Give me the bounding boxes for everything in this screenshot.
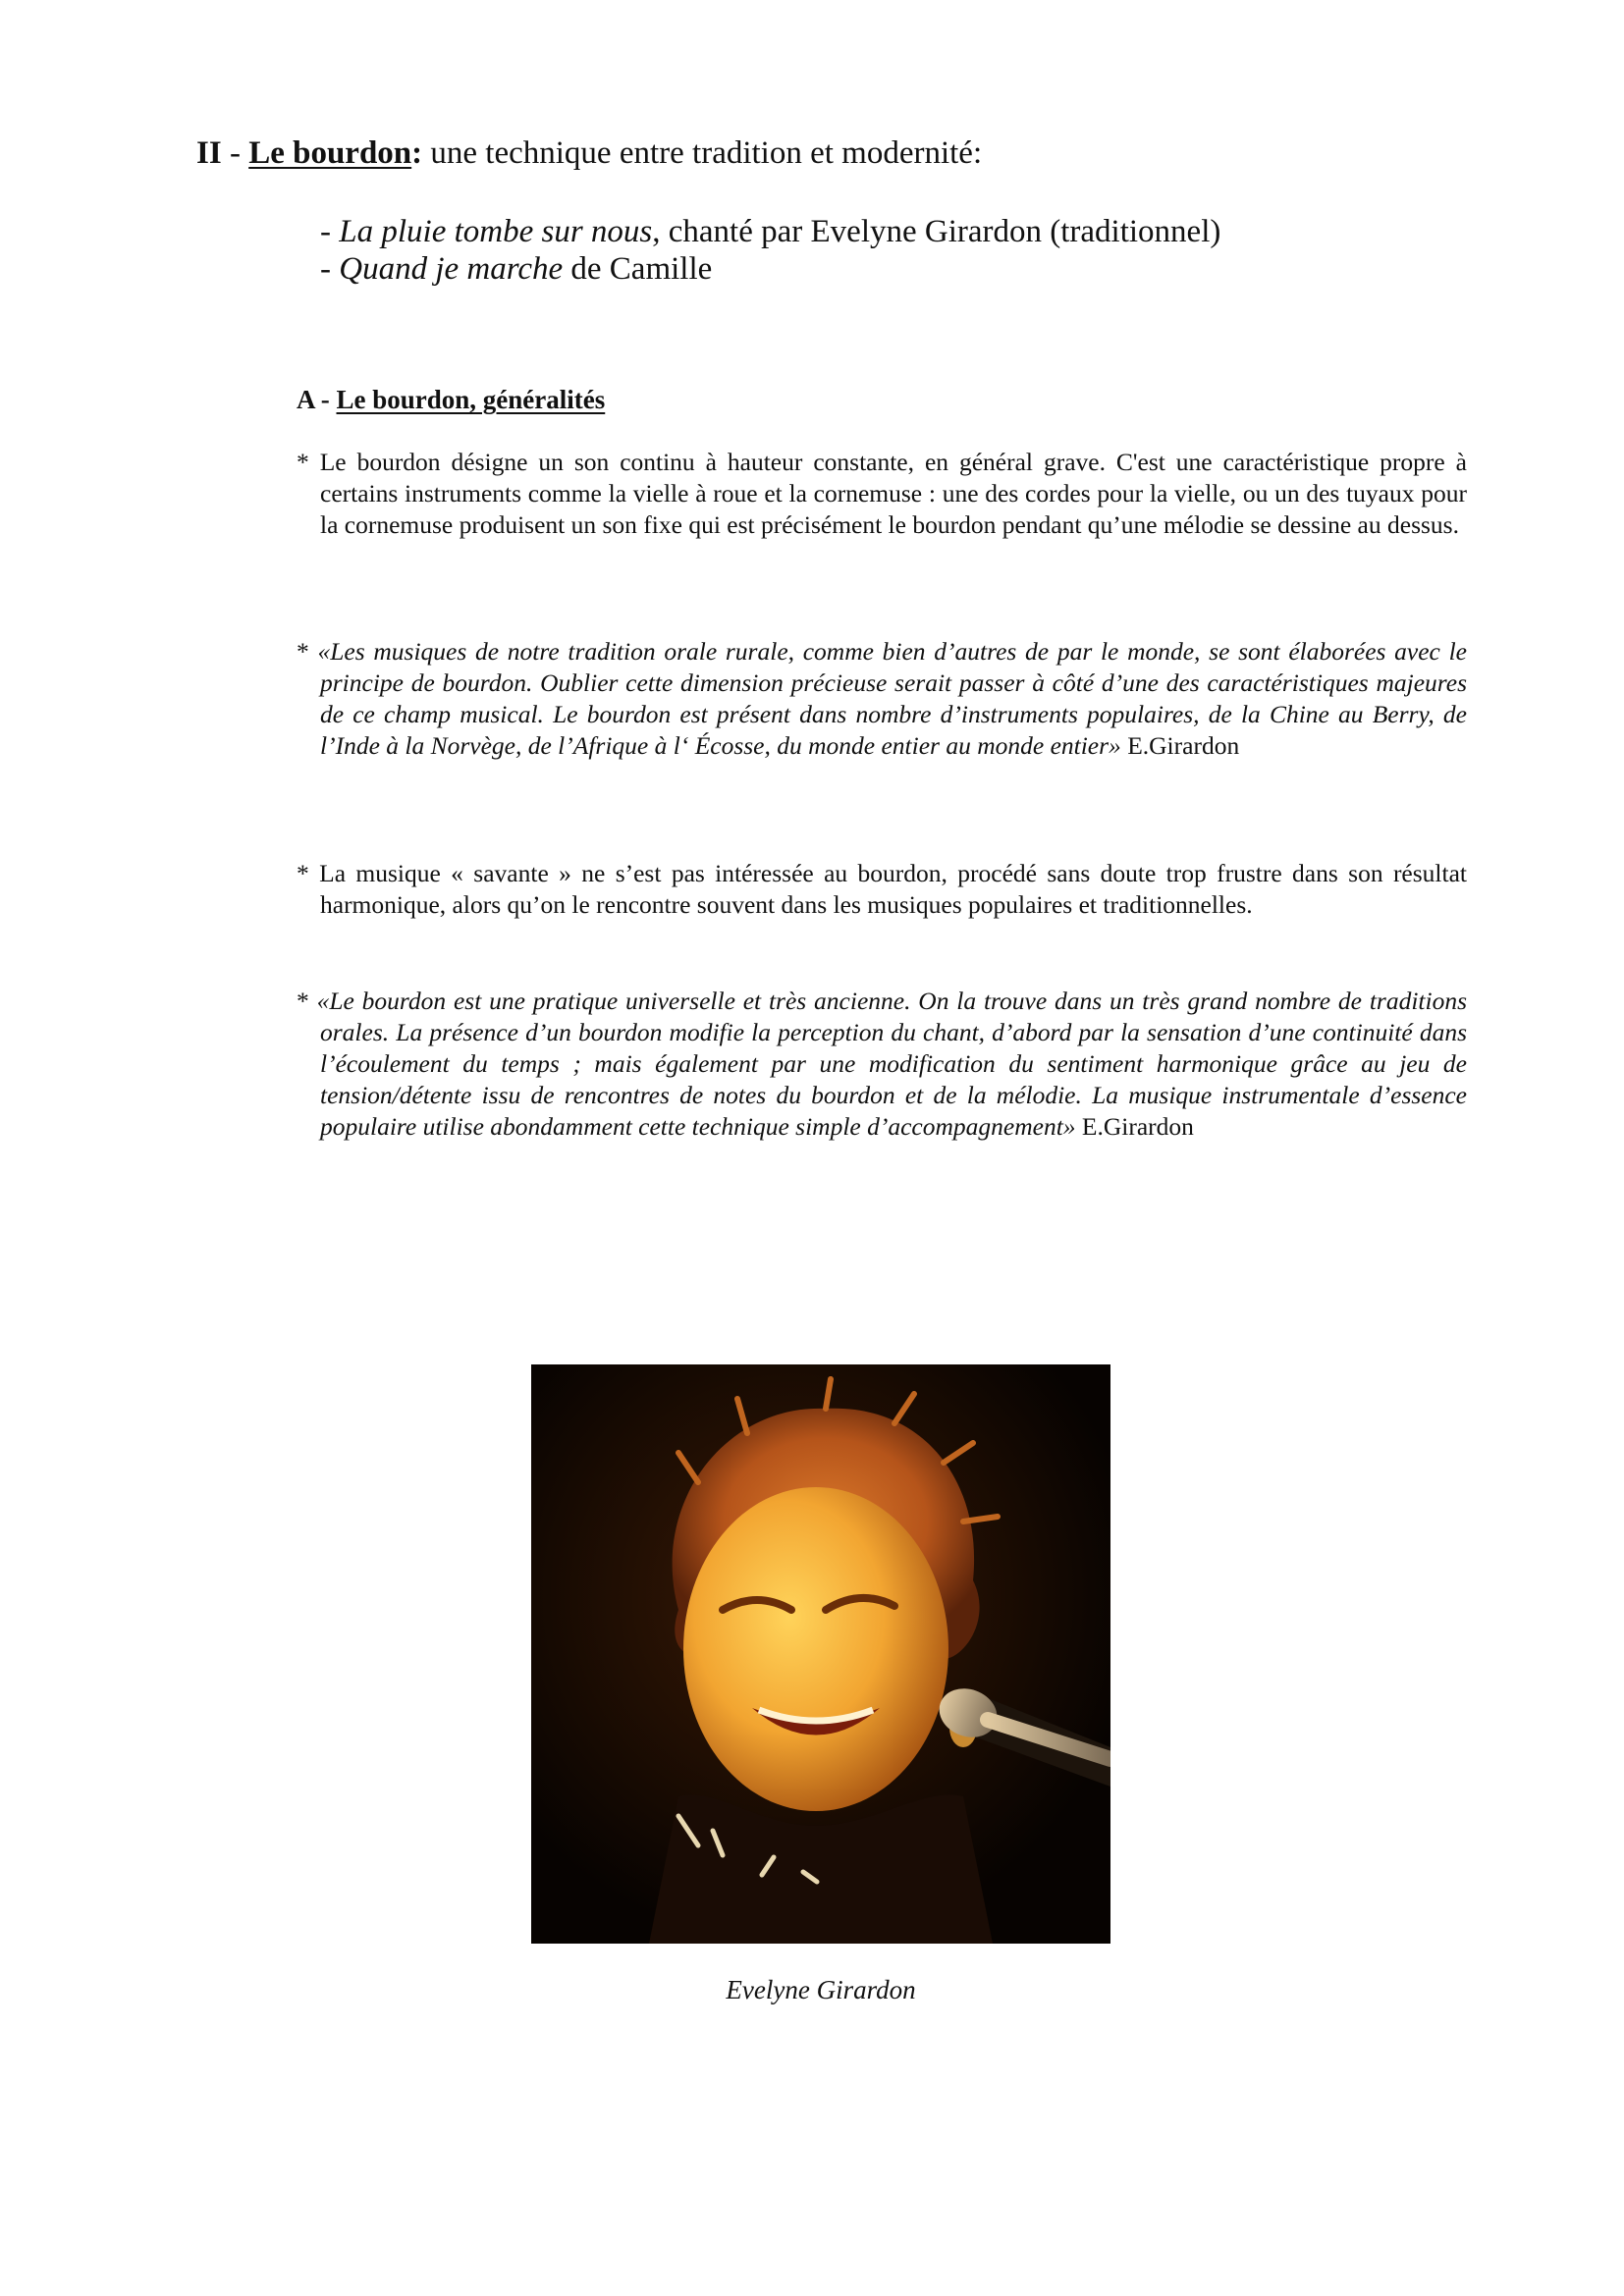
song-dash: -: [320, 251, 340, 287]
quote-text: «Le bourdon est une pratique universelle et très ancienne. On la trouve dans un très grand nombre de traditions orales. La présence d’un bourdon modifie la perception du chant, d’abord par la sensation d’une continuité dans l’écoulement du temps ; mais également par une modification du sentiment harmonique grâce au jeu de tension/détente issu de rencontres de notes du bourdon et de la mélodie. La musique instrumentale d’essence populaire utilise abondamment cette technique simple d’accompagnement»: [316, 987, 1468, 1141]
paragraph-text: La musique « savante » ne s’est pas intéressée au bourdon, procédé sans doute trop frustre dans son résultat harmonique, alors qu’on le rencontre souvent dans les musiques populaires et traditionnelles.: [319, 859, 1467, 919]
song-detail: de Camille: [563, 251, 713, 287]
song-dash: -: [320, 214, 340, 249]
quote-author: E.Girardon: [1120, 731, 1240, 760]
bullet: *: [297, 448, 320, 476]
quote-paragraph: [297, 636, 1467, 762]
photo-caption: Evelyne Girardon: [726, 1975, 916, 2004]
quote-paragraph: [297, 986, 1467, 1143]
paragraph-text: Le bourdon désigne un son continu à hauteur constante, en général grave. C'est une caractéristique propre à certains instruments comme la vielle à roue et la cornemuse : une des cordes pour la vielle, ou un des tuyaux pour la cornemuse produisent un son fixe qui est précisément le bourdon pendant qu’une mélodie se dessine au dessus.: [319, 448, 1468, 539]
paragraph-savante: [297, 858, 1467, 921]
quote-text: «Les musiques de notre tradition orale rurale, comme bien d’autres de par le monde, se sont élaborées avec le principe de bourdon. Oublier cette dimension précieuse serait passer à côté d’une des caractéristiques majeures de ce champ musical. Le bourdon est présent dans nombre d’instruments populaires, de la Chine au Berry, de l’Inde à la Norvège, de l’Afrique à l‘ Écosse, du monde entier au monde entier»: [317, 637, 1467, 760]
section-number: II: [196, 135, 222, 171]
bullet: *: [297, 637, 318, 666]
heading-rest: une technique entre tradition et modernité:: [422, 135, 983, 171]
singer-photo: [531, 1364, 1110, 1944]
bullet: *: [297, 859, 320, 887]
bullet: *: [297, 987, 317, 1015]
song-title: Quand je marche: [339, 251, 564, 287]
subsection-letter: A -: [297, 385, 337, 414]
subsection-title: Le bourdon, généralités: [336, 385, 606, 414]
song-item: [320, 251, 712, 288]
song-detail: , chanté par Evelyne Girardon (traditionnel): [652, 214, 1221, 249]
quote-author: E.Girardon: [1075, 1112, 1194, 1141]
heading-separator: -: [221, 135, 249, 171]
subsection-heading: [297, 385, 605, 415]
heading-topic: Le bourdon: [248, 135, 412, 171]
heading-colon: :: [411, 135, 423, 171]
song-title: La pluie tombe sur nous: [339, 214, 653, 249]
song-item: [320, 214, 1220, 250]
singer-portrait-illustration: [531, 1364, 1110, 1944]
paragraph-definition: [297, 447, 1467, 541]
section-heading: [196, 135, 982, 172]
